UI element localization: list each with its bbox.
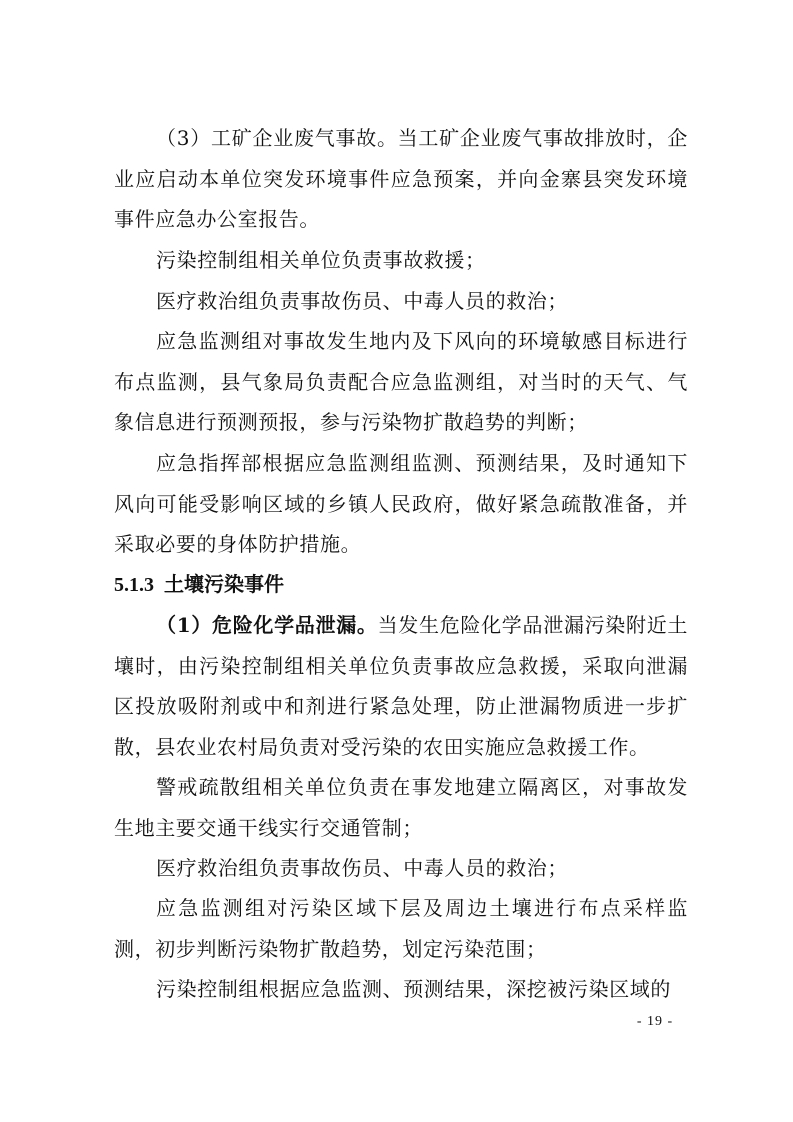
paragraph-medical-treatment: 医疗救治组负责事故伤员、中毒人员的救治； <box>156 289 568 313</box>
paragraph-hazardous-chemical-leak <box>114 605 688 767</box>
page-number: - 19 - <box>636 1014 674 1029</box>
paragraph-emergency-monitoring: 应急监测组对事故发生地内及下风向的环境敏感目标进行布点监测，县气象局负责配合应急监测组，对当时的天气、气象信息进行预测预报，参与污染物扩散趋势的判断； <box>114 329 688 434</box>
section-number: 5.1.3 <box>114 574 154 596</box>
paragraph-industrial-exhaust-accident: （3）工矿企业废气事故。当工矿企业废气事故排放时，企业应启动本单位突发环境事件应急预案，并向金寨县突发环境事件应急办公室报告。 <box>114 126 688 231</box>
paragraph-pollution-excavation: 污染控制组根据应急监测、预测结果，深挖被污染区域的 <box>156 977 671 1001</box>
section-title: 土壤污染事件 <box>164 572 284 596</box>
paragraph-soil-monitoring: 应急监测组对污染区域下层及周边土壤进行布点采样监测，初步判断污染物扩散趋势，划定污染范围； <box>114 896 688 961</box>
paragraph-pollution-control-rescue: 污染控制组相关单位负责事故救援； <box>156 248 486 272</box>
paragraph-command-evacuation: 应急指挥部根据应急监测组监测、预测结果，及时通知下风向可能受影响区域的乡镇人民政府，做好紧急疏散准备，并采取必要的身体防护措施。 <box>114 451 688 556</box>
paragraph-cordon-evacuation: 警戒疏散组相关单位负责在事发地建立隔离区，对事故发生地主要交通干线实行交通管制； <box>114 775 688 840</box>
section-heading <box>114 564 688 606</box>
paragraph-medical-treatment-soil: 医疗救治组负责事故伤员、中毒人员的救治； <box>156 856 568 880</box>
paragraph-lead-bold: （1）危险化学品泄漏。 <box>156 613 378 637</box>
paragraph-lead-rest: 当发生危险化学品泄漏污染附近土壤时，由污染控制组相关单位负责事故应急救援，采取向泄漏区投放吸附剂或中和剂进行紧急处理，防止泄漏物质进一步扩散，县农业农村局负责对受污染的农田实施应急救援工作。 <box>114 613 688 759</box>
